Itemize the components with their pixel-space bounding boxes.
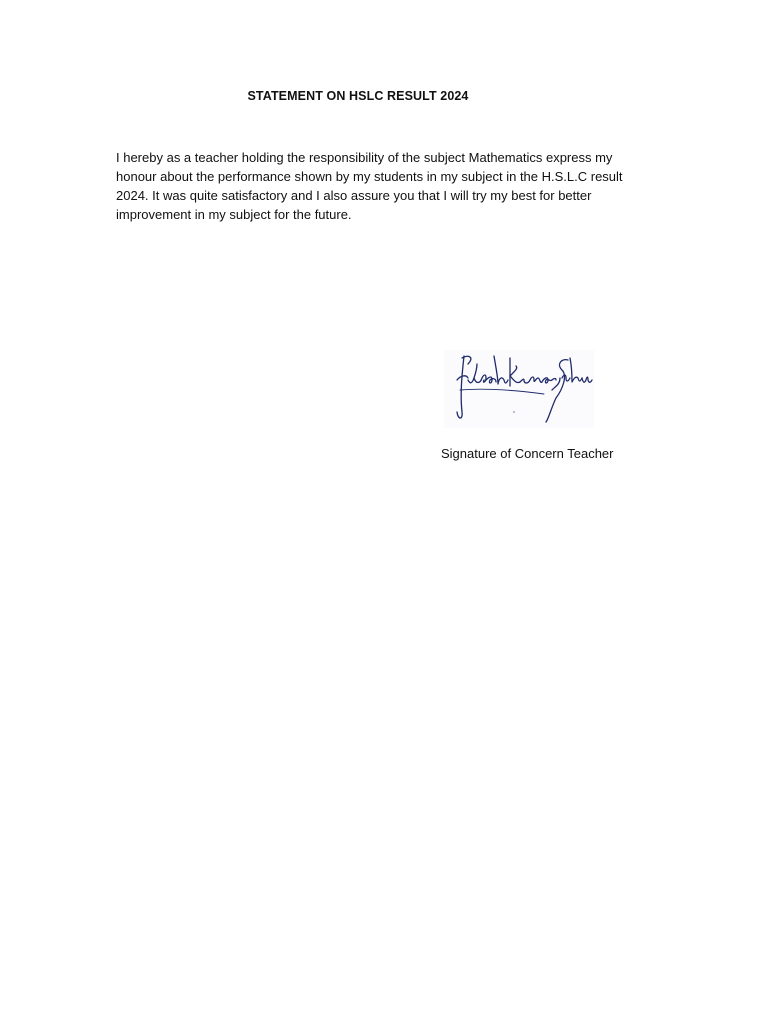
statement-paragraph: I hereby as a teacher holding the responsibility of the subject Mathematics express my honour about the performance shown by my students in my subject in the H.S.L.C result 2024. It was quite satisfactory and I also assure you that I will try my best for better improvement in my subject for the future. xyxy=(116,150,623,222)
document-title: STATEMENT ON HSLC RESULT 2024 xyxy=(247,89,469,103)
signature-caption: Signature of Concern Teacher xyxy=(441,446,614,461)
signature-icon xyxy=(444,350,594,428)
signature-image xyxy=(444,350,594,428)
